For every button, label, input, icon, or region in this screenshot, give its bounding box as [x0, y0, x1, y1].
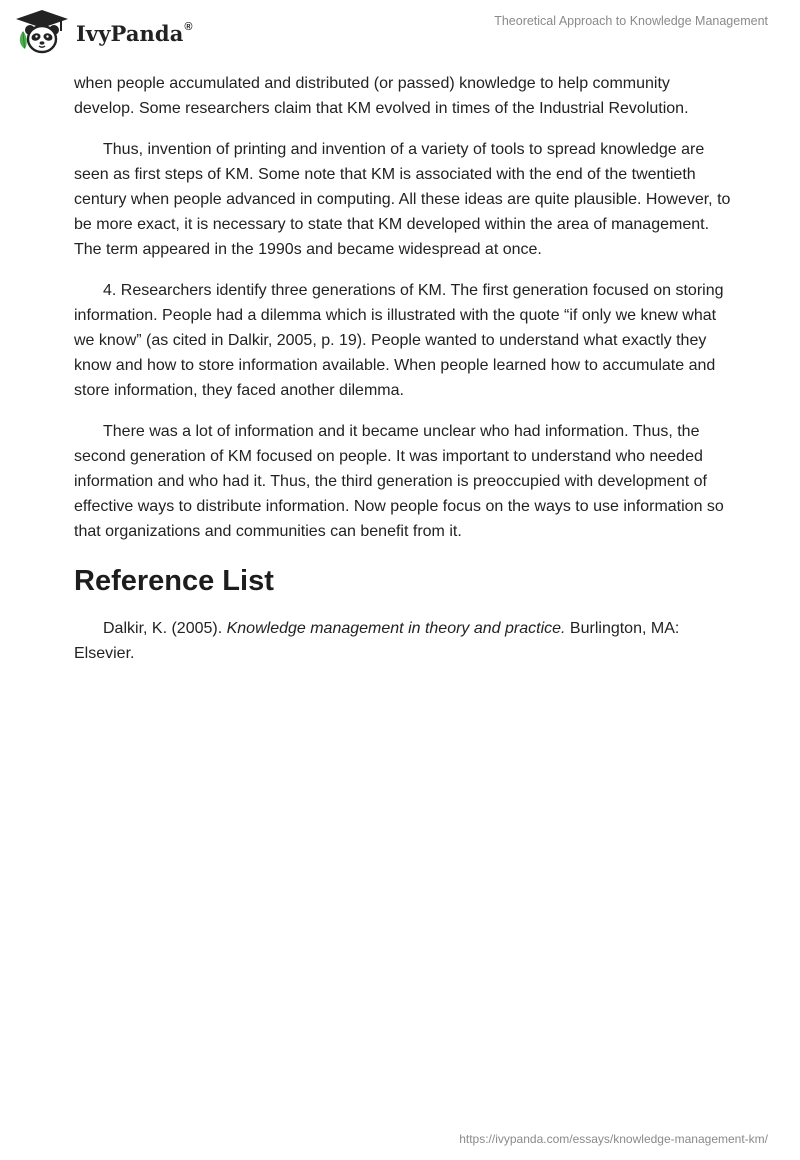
reference-title: Knowledge management in theory and practice. [226, 620, 566, 637]
paragraph: 4. Researchers identify three generations of KM. The first generation focused on storing information. People had a dilemma which is illustrated with the quote “if only we knew what we know” (as cited in Dalkir, 2005, p. 19). People wanted to understand what exactly they know and how to store information available. When people learned how to accumulate and store information, they faced another dilemma. [74, 282, 724, 399]
registered-mark: ® [184, 20, 193, 33]
page-header [0, 0, 800, 70]
reference-list-heading: Reference List [74, 565, 274, 597]
paragraph: There was a lot of information and it became unclear who had information. Thus, the second generation of KM focused on people. It was important to understand who needed information and who had it. Thus, the third generation is preoccupied with development of effective ways to distribute information. Now people focus on the ways to use information so that organizations and communities can benefit from it. [74, 423, 724, 540]
reference-entry [74, 616, 734, 666]
ivypanda-logo[interactable] [14, 8, 193, 56]
brand-name: IvyPanda® [76, 20, 193, 46]
paragraph: Thus, invention of printing and invention of a variety of tools to spread knowledge are seen as first steps of KM. Some note that KM is associated with the end of the twentieth century when people advanced in computing. All these ideas are quite plausible. However, to be more exact, it is necessary to state that KM developed within the area of management. The term appeared in the 1990s and became widespread at once. [74, 141, 731, 258]
paragraph: when people accumulated and distributed (or passed) knowledge to help community develop. Some researchers claim that KM evolved in times of the Industrial Revolution. [74, 75, 689, 117]
article-body [74, 71, 734, 682]
panda-graduation-cap-icon [14, 8, 70, 56]
running-title: Theoretical Approach to Knowledge Management [494, 14, 768, 28]
reference-publisher: Burlington, MA: Elsevier. [74, 620, 680, 662]
reference-author-year: Dalkir, K. (2005). [103, 620, 227, 637]
footer-url-link[interactable]: https://ivypanda.com/essays/knowledge-management-km/ [459, 1132, 768, 1146]
